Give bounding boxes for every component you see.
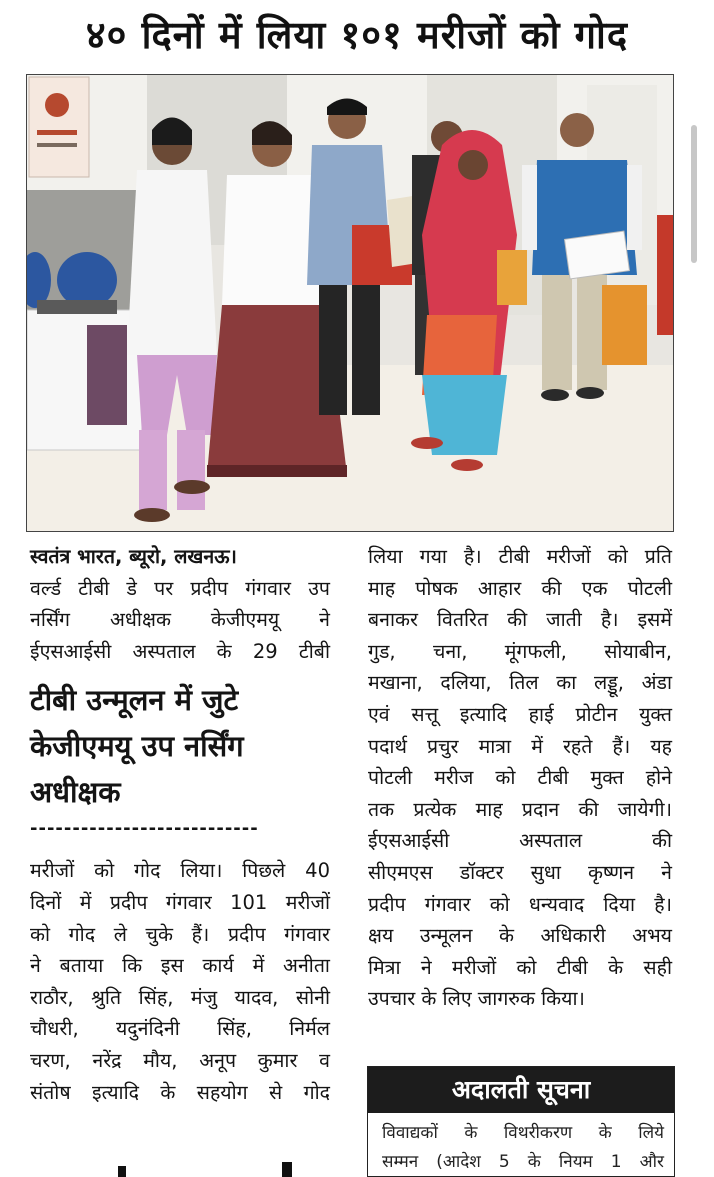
- notice-line: सम्मन (आदेश 5 के नियम 1 और: [382, 1152, 664, 1172]
- body-line: दिनों में प्रदीप गंगवार 101 मरीजों: [30, 890, 330, 914]
- body-line: चौधरी, यदुनंदिनी सिंह, निर्मल: [30, 1017, 330, 1041]
- cut-off-next-heading: [60, 1160, 320, 1177]
- body-line: ईएसआईसी अस्पताल की: [368, 829, 672, 853]
- intro-line: वर्ल्ड टीबी डे पर प्रदीप गंगवार उप: [30, 576, 330, 600]
- body-line: संतोष इत्यादि के सहयोग से गोद: [30, 1080, 330, 1104]
- intro-line: ईएसआईसी अस्पताल के 29 टीबी: [30, 639, 330, 663]
- body-line: पदार्थ प्रचुर मात्रा में रहते हैं। यह: [368, 734, 672, 758]
- body-line: चरण, नरेंद्र मौय, अनूप कुमार व: [30, 1048, 330, 1072]
- notice-title: अदालती सूचना: [368, 1067, 674, 1113]
- body-line: मखाना, दलिया, तिल का लड्डू, अंडा: [368, 671, 672, 695]
- body-line: मरीजों को गोद लिया। पिछले 40: [30, 859, 330, 883]
- body-line: लिया गया है। टीबी मरीजों को प्रति: [368, 545, 672, 568]
- body-line: बनाकर वितरित की जाती है। इसमें: [368, 608, 672, 632]
- scrollbar[interactable]: [691, 125, 697, 263]
- subheading-line: अधीक्षक: [30, 775, 121, 810]
- body-line: उपचार के लिए जागरुक किया।: [368, 987, 585, 1011]
- body-line: सीएमएस डॉक्टर सुधा कृष्णन ने: [368, 860, 672, 884]
- body-line: राठौर, श्रुति सिंह, मंजु यादव, सोनी: [30, 985, 330, 1009]
- subheading-line: टीबी उन्मूलन में जुटे: [30, 683, 239, 718]
- notice-body: [368, 1113, 674, 1177]
- intro-line: नर्सिंग अधीक्षक केजीएमयू ने: [30, 608, 330, 632]
- notice-line: विवाद्यकों के विथरीकरण के लिये: [382, 1123, 664, 1143]
- page-headline: ४० दिनों में लिया १०१ मरीजों को गोद: [85, 13, 629, 57]
- body-line: पोटली मरीज को टीबी मुक्त होने: [368, 766, 672, 790]
- body-line: ने बताया कि इस कार्य में अनीता: [30, 954, 330, 978]
- divider: ---------------------------: [30, 818, 259, 840]
- court-notice-box: [367, 1066, 675, 1177]
- body-line: माह पोषक आहार की एक पोटली: [368, 576, 672, 600]
- body-line: गुड, चना, मूंगफली, सोयाबीन,: [368, 639, 672, 663]
- body-line: तक प्रत्येक माह प्रदान की जायेगी।: [368, 797, 672, 821]
- news-photo: [26, 74, 674, 532]
- body-line: क्षय उन्मूलन के अधिकारी अभय: [368, 924, 672, 948]
- body-line: प्रदीप गंगवार को धन्यवाद दिया है।: [368, 892, 672, 916]
- body-line: को गोद ले चुके हैं। प्रदीप गंगवार: [30, 922, 330, 946]
- body-line: मित्रा ने मरीजों को टीबी के सही: [368, 955, 672, 979]
- right-column: [368, 541, 672, 1015]
- left-column: [30, 541, 330, 1108]
- dateline: स्वतंत्र भारत, ब्यूरो, लखनऊ।: [30, 545, 237, 568]
- body-line: एवं सत्तू इत्यादि हाई प्रोटीन युक्त: [368, 702, 672, 726]
- subheading-line: केजीएमयू उप नर्सिंग: [30, 729, 244, 764]
